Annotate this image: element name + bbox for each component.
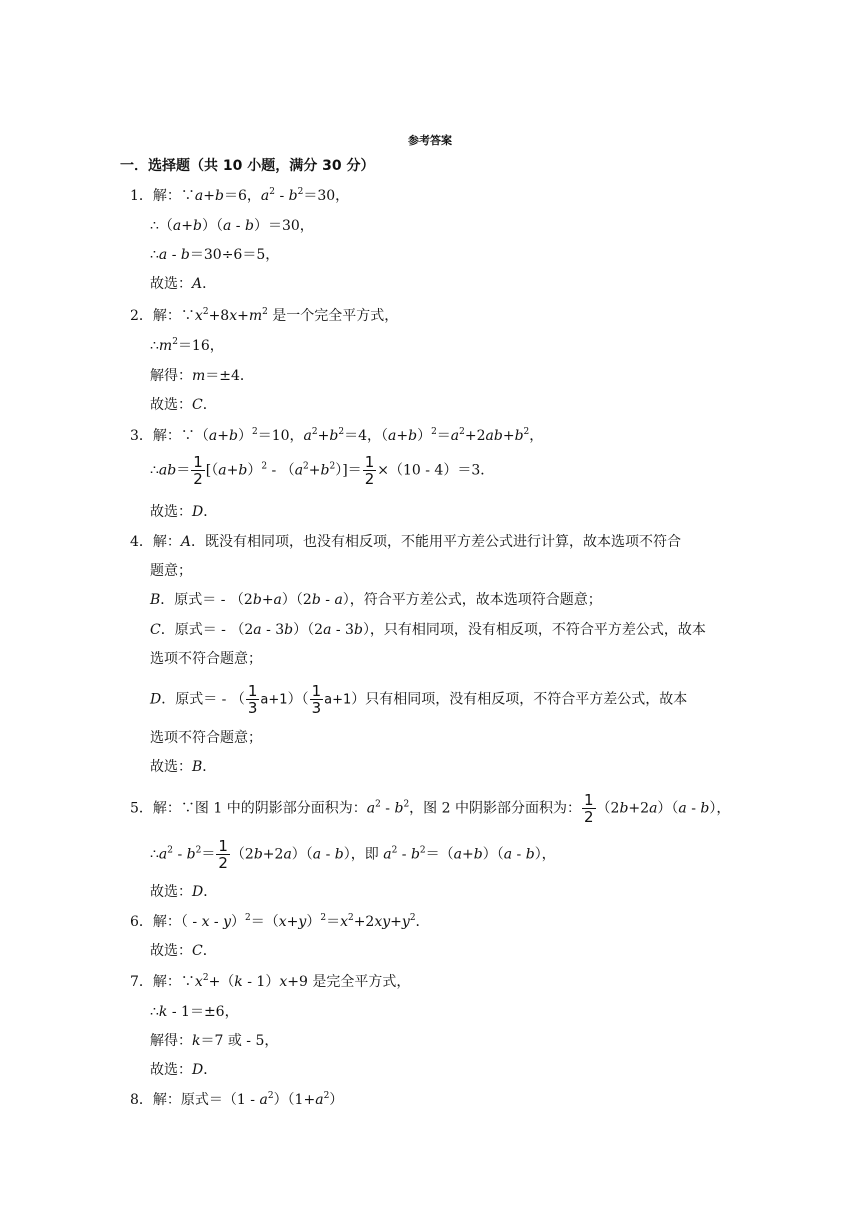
q4-line-4b: 选项不符合题意； [150, 730, 262, 746]
q6-answer: 故选：C． [150, 943, 217, 959]
page-title: 参考答案 [408, 134, 452, 147]
q4-line-1a: 4．解：A．既没有相同项，也没有相反项，不能用平方差公式进行计算，故本选项不符合 [130, 534, 682, 550]
q3-line-2: ∴ab＝ $\frac{1}{2}$ $[(a+b)^2 - (a^2+b^2)]=$ $\frac{1}{2}$ ×（10 - 4）＝3． [150, 453, 495, 488]
q1-answer: 故选：A． [150, 276, 217, 292]
q2-line-2: $\therefore m^2=16$， [150, 337, 224, 354]
q4-line-1b: 题意； [150, 563, 192, 579]
q1-line-1: 1．解：∵a+b＝6，$a^2 - b^2=30$， [130, 187, 350, 204]
q2-line-3: 解得：m＝±4． [150, 368, 254, 384]
q4-line-3b: 选项不符合题意； [150, 651, 262, 667]
q4-line-3a: C．原式＝ - （2a - 3b）（2a - 3b），只有相同项，没有相反项，不符合平方差公式，故本 [150, 622, 706, 638]
fraction-third: $\frac{1}{3}$ [247, 682, 258, 717]
q2-answer: 故选：C． [150, 397, 217, 413]
q5-line-1: 5．解：∵图 1 中的阴影部分面积为：$a^2 - b^2$，图 2 中阴影部分面积为： $\frac{1}{2}$ （2b+2a）（a - b）， [130, 791, 731, 826]
fraction-half: $\frac{1}{2}$ [193, 453, 203, 488]
q5-line-2: $\therefore a^2 - b^2=$ $\frac{1}{2}$ （2b+2a）（a - b），即 $a^2 - b^2=(a+b)(a - b)$， [150, 837, 556, 872]
fraction-half: $\frac{1}{2}$ [364, 453, 375, 488]
q1-line-2: ∴（a+b）（a - b）＝30， [150, 218, 314, 234]
q4-line-2: B．原式＝ - （2b+a）（2b - a），符合平方差公式，故本选项符合题意； [150, 592, 602, 608]
q7-line-2: ∴k - 1＝±6， [150, 1004, 239, 1020]
q3-answer: 故选：D． [150, 504, 218, 520]
q7-line-1: 7．解：$\because x^2+(k - 1)x+9$ 是完全平方式， [130, 973, 411, 990]
q3-line-1: 3．解：$\because(a+b)^2=10$，$a^2+b^2=4$，$(a+b)^2=a^2+2ab+b^2$， [130, 427, 544, 444]
section-heading: 一．选择题（共 10 小题，满分 30 分） [120, 158, 375, 174]
fraction-half: $\frac{1}{2}$ [218, 837, 228, 872]
q1-line-3: ∴a - b＝30÷6＝5， [150, 247, 280, 263]
fraction-half: $\frac{1}{2}$ [583, 791, 594, 826]
q2-line-1: 2．解：$\because x^2+8x+m^2$ 是一个完全平方式， [130, 307, 399, 324]
q7-answer: 故选：D． [150, 1062, 218, 1078]
q6-line-1: 6．解：（ - $x - y)^2=(x+y)^2=x^2+2xy+y^2$． [130, 913, 430, 930]
q8-line-1: 8．解：原式$=(1 - a^2)(1+a^2)$ [130, 1091, 344, 1108]
q5-answer: 故选：D． [150, 884, 218, 900]
fraction-third: $\frac{1}{3}$ [311, 682, 322, 717]
q4-answer: 故选：B． [150, 759, 217, 775]
q4-line-4a: D．原式＝ - （ $\frac{1}{3}$ a+1）（ $\frac{1}{3}$ a+1）只有相同项，没有相反项，不符合平方差公式，故本 [150, 682, 688, 717]
q7-line-3: 解得：k＝7 或 - 5， [150, 1033, 279, 1049]
